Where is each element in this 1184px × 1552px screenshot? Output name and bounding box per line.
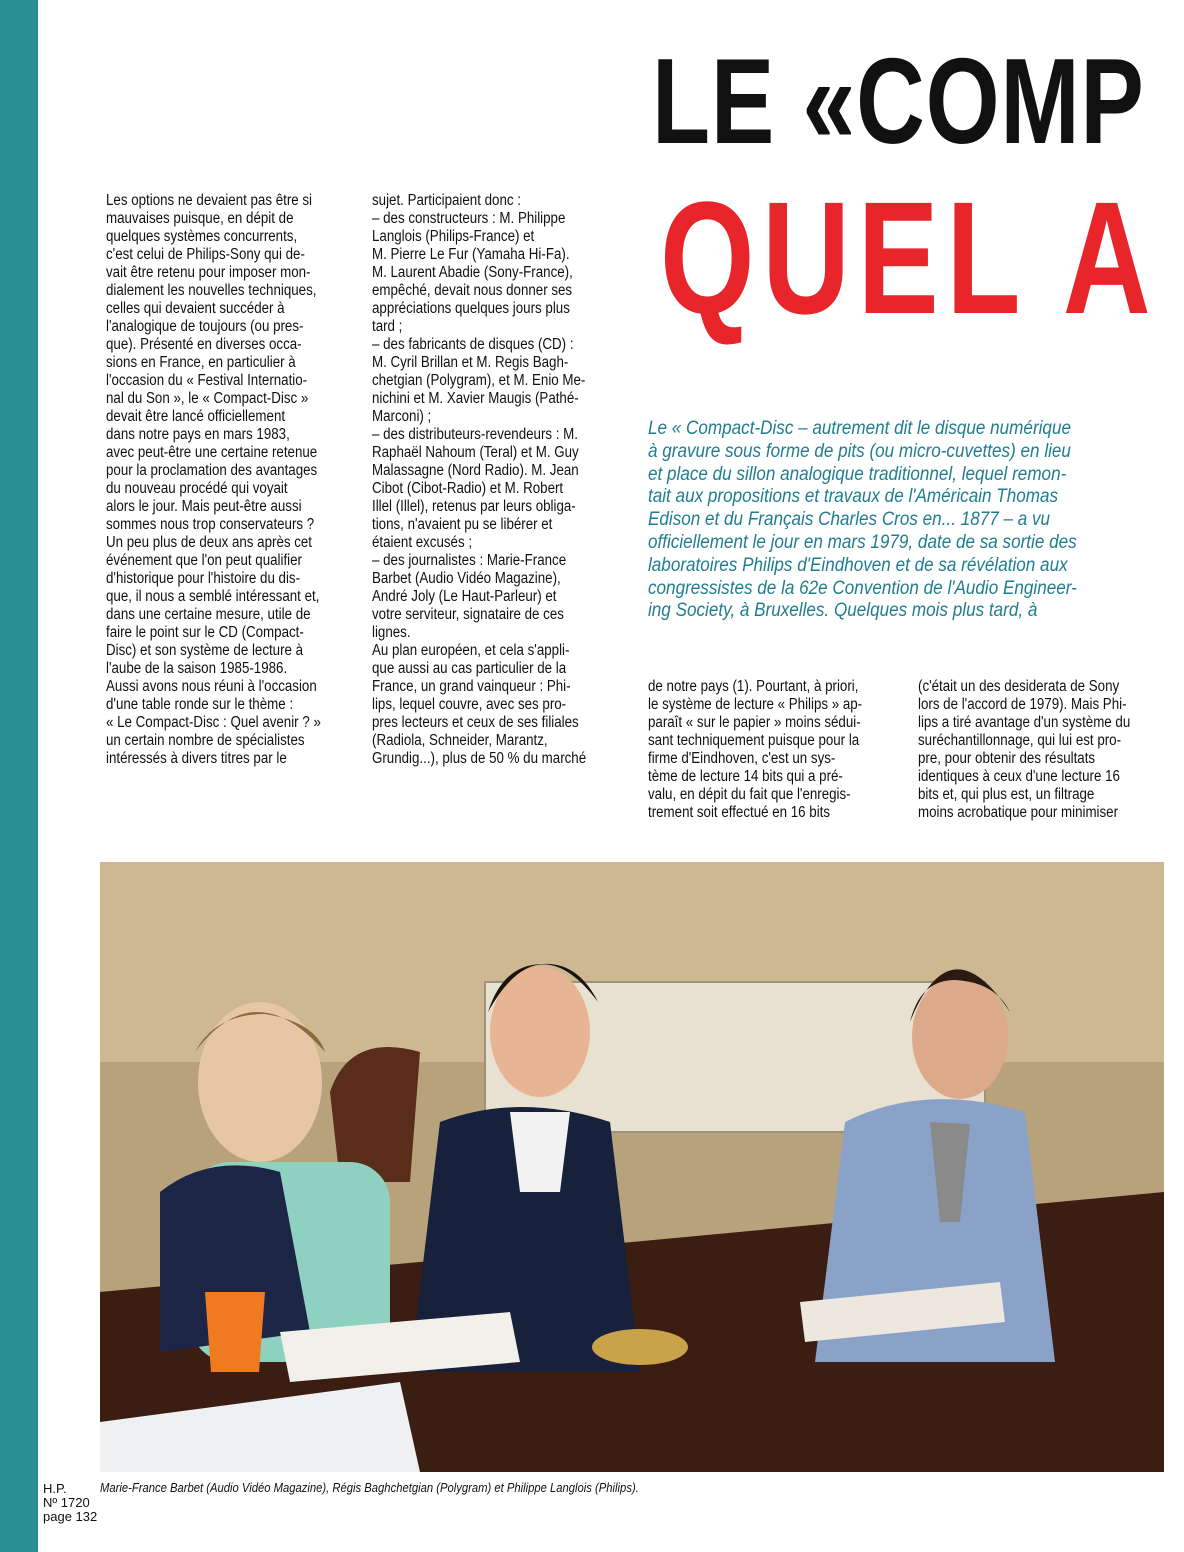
- article-column-2: sujet. Participaient donc : – des constructeurs : M. Philippe Langlois (Philips-France) et M. Pierre Le Fur (Yamaha Hi-Fa). M. Laurent Abadie (Sony-France), empêché, devait nous donner ses appréciations quelques jours plus tard ; – des fabricants de disques (CD) : M. Cyril Brillan et M. Regis Bagh- chetgian (Polygram), et M. Enio Me- nichini et M. Xavier Maugis (Pathé- Marconi) ; – des distributeurs-revendeurs : M. Raphaël Nahoum (Teral) et M. Guy Malassagne (Nord Radio). M. Jean Cibot (Cibot-Radio) et M. Robert Illel (Illel), retenus par leurs obliga- tions, n'avaient pu se libérer et étaient excusés ; – des journalistes : Marie-France Barbet (Audio Vidéo Magazine), André Joly (Le Haut-Parleur) et votre serviteur, signataire de ces lignes. Au plan européen, et cela s'appli- que aussi au cas particulier de la France, un grand vainqueur : Phi- lips, lequel couvre, avec ses pro- pres lecteurs et ceux de ses filiales (Radiola, Schneider, Marantz, Grundig...), plus de 50 % du marché: [372, 192, 587, 767]
- photo-ashtray: [592, 1329, 688, 1365]
- intro-paragraph: Le « Compact-Disc – autrement dit le disque numérique à gravure sous forme de pits (ou micro-cuvettes) en lieu et place du sillon analogique traditionnel, lequel remon- tait aux propositions et travaux de l'Américain Thomas Edison et du Français Charles Cros en... 1877 – a vu officiellement le jour en mars 1979, date de sa sortie des laboratoires Philips d'Eindhoven et de sa révélation aux congressistes de la 62e Convention de l'Audio Engineer- ing Society, à Bruxelles. Quelques mois plus tard, à: [648, 418, 1077, 622]
- photo-illustration: [100, 862, 1164, 1472]
- photo-orange-cup: [205, 1292, 265, 1372]
- article-column-3: de notre pays (1). Pourtant, à priori, le système de lecture « Philips » ap- paraît « sur le papier » moins sédui- sant techniquement puisque pour la firme d'Eindhoven, c'est un sys- tème de lecture 14 bits qui a pré- valu, en dépit du fait que l'enregis- trement soit effectué en 16 bits: [648, 678, 863, 821]
- headline-line-1: LE «COMP: [652, 33, 1145, 169]
- page-folio: H.P. Nº 1720 page 132: [43, 1481, 98, 1524]
- side-color-bar: [0, 0, 38, 1552]
- headline-line-2: QUEL A: [660, 168, 1159, 347]
- article-column-1: Les options ne devaient pas être si mauvaises puisque, en dépit de quelques systèmes concurrents, c'est celui de Philips-Sony qui de- vait être retenu pour imposer mon- dialement les nouvelles techniques, celles qui devaient succéder à l'analogique de toujours (ou pres- que). Présenté en diverses occa- sions en France, en particulier à l'occasion du « Festival Internatio- nal du Son », le « Compact-Disc » devait être lancé officiellement dans notre pays en mars 1983, avec peut-être une certaine retenue pour la proclamation des avantages du nouveau procédé qui voyait alors le jour. Mais peut-être aussi sommes nous trop conservateurs ? Un peu plus de deux ans après cet événement que l'on peut qualifier d'historique pour l'histoire du dis- que, il nous a semblé intéressant et, dans une certaine mesure, utile de faire le point sur le CD (Compact- Disc) et son système de lecture à l'aube de la saison 1985-1986. Aussi avons nous réuni à l'occasion d'une table ronde sur le thème : « Le Compact-Disc : Quel avenir ? » un certain nombre de spécialistes intéressés à divers titres par le: [106, 192, 321, 767]
- photo-caption: Marie-France Barbet (Audio Vidéo Magazine), Régis Baghchetgian (Polygram) et Philippe Langlois (Philips).: [100, 1481, 639, 1495]
- photo-person-right-head: [912, 975, 1008, 1099]
- roundtable-photo: [100, 862, 1164, 1472]
- photo-chair: [330, 1047, 420, 1182]
- article-column-4: (c'était un des desiderata de Sony lors de l'accord de 1979). Mais Phi- lips a tiré avantage d'un système du suréchantillonnage, qui lui est pro- pre, pour obtenir des résultats identiques à ceux d'une lecture 16 bits et, qui plus est, un filtrage moins acrobatique pour minimiser: [918, 678, 1131, 821]
- photo-person-left-head: [198, 1002, 322, 1162]
- photo-person-middle-shirt: [510, 1112, 570, 1192]
